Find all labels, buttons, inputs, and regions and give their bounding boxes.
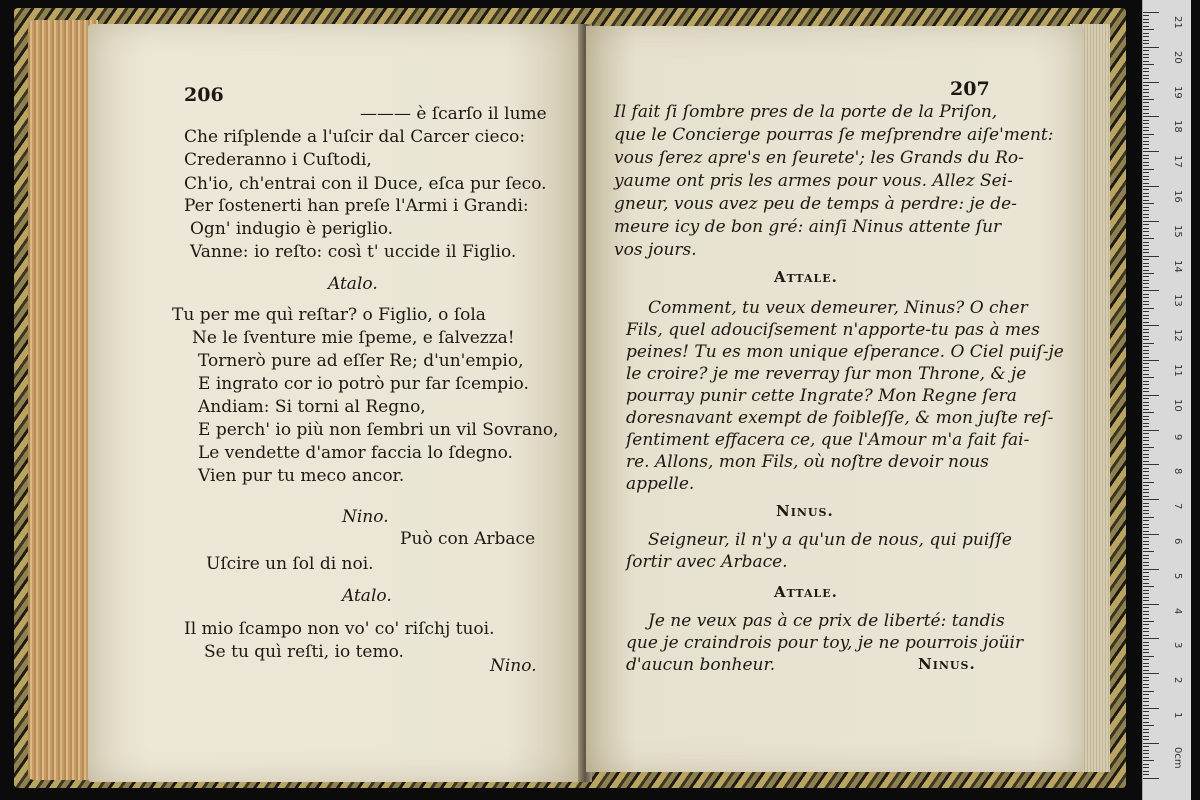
ruler-tick — [1143, 280, 1149, 281]
ruler-tick — [1143, 517, 1154, 518]
ruler-tick — [1143, 604, 1159, 605]
ruler-label: 20 — [1172, 50, 1183, 64]
text-line: yaume ont pris les armes pour vous. Allez Sei- — [614, 171, 1013, 191]
ruler-label: 3 — [1172, 642, 1183, 649]
ruler-tick — [1143, 176, 1149, 177]
ruler-label: 8 — [1172, 468, 1183, 475]
ruler-tick — [1143, 593, 1149, 594]
text-line: Je ne veux pas à ce prix de liberté: tandis — [648, 611, 1005, 631]
ruler-tick — [1143, 628, 1149, 629]
ruler-tick — [1143, 778, 1159, 779]
ruler-tick — [1143, 565, 1149, 566]
ruler-tick — [1143, 332, 1149, 333]
text-line: Ogn' indugio è periglio. — [190, 219, 394, 239]
ruler-tick — [1143, 680, 1149, 681]
ruler-tick — [1143, 746, 1149, 747]
ruler-tick — [1143, 771, 1149, 772]
ruler-tick — [1143, 36, 1149, 37]
ruler-tick — [1143, 339, 1149, 340]
ruler-tick — [1143, 318, 1149, 319]
ruler-tick — [1143, 611, 1149, 612]
ruler-tick — [1143, 618, 1149, 619]
ruler-tick — [1143, 471, 1149, 472]
ruler-tick — [1143, 558, 1149, 559]
ruler-tick — [1143, 590, 1149, 591]
ruler-tick — [1143, 92, 1149, 93]
ruler-tick — [1143, 642, 1149, 643]
ruler-label: 11 — [1172, 364, 1183, 377]
ruler-tick — [1143, 569, 1159, 570]
ruler-tick — [1143, 353, 1149, 354]
ruler-tick — [1143, 294, 1149, 295]
text-line: vous ſerez apre's en ſeurete'; les Grands du Ro- — [614, 148, 1024, 168]
ruler-tick — [1143, 666, 1149, 667]
ruler-tick — [1143, 290, 1159, 291]
text-line: le croire? je me reverray ſur mon Throne, & je — [626, 364, 1027, 384]
text-line: Tu per me quì reſtar? o Figlio, o ſola — [172, 305, 486, 325]
ruler-tick — [1143, 478, 1149, 479]
ruler-tick — [1143, 395, 1159, 396]
ruler-tick — [1143, 405, 1149, 406]
ruler-tick — [1143, 440, 1149, 441]
ruler-tick — [1143, 40, 1149, 41]
speaker-name: Ninus. — [776, 502, 834, 520]
ruler-tick — [1143, 221, 1159, 222]
text-line: appelle. — [626, 474, 695, 494]
ruler-tick — [1143, 141, 1149, 142]
ruler-tick — [1143, 430, 1159, 431]
ruler-tick — [1143, 715, 1149, 716]
ruler-tick — [1143, 416, 1149, 417]
text-line: Uſcire un ſol di noi. — [206, 554, 374, 574]
ruler-tick — [1143, 75, 1149, 76]
ruler-tick — [1143, 677, 1149, 678]
text-line: ——— è ſcarſo il lume — [360, 104, 547, 124]
ruler-tick — [1143, 26, 1149, 27]
right-page — [586, 26, 1084, 772]
text-line: meure icy de bon gré: ainſi Ninus attente ſur — [614, 217, 1002, 237]
ruler-tick — [1143, 510, 1149, 511]
ruler-tick — [1143, 537, 1149, 538]
ruler-tick — [1143, 263, 1149, 264]
ruler-tick — [1143, 544, 1149, 545]
catchword: Nino. — [490, 656, 537, 676]
ruler-tick — [1143, 426, 1149, 427]
ruler-label: 21 — [1172, 16, 1183, 29]
ruler-tick — [1143, 551, 1154, 552]
ruler-label: 13 — [1172, 294, 1183, 308]
ruler-tick — [1143, 47, 1159, 48]
ruler-tick — [1143, 555, 1149, 556]
ruler-tick — [1143, 329, 1149, 330]
ruler-tick — [1143, 736, 1149, 737]
ruler-tick — [1143, 33, 1149, 34]
ruler-tick — [1143, 687, 1149, 688]
ruler-tick — [1143, 753, 1149, 754]
ruler-tick — [1143, 336, 1149, 337]
ruler-tick — [1143, 454, 1149, 455]
page-number: 206 — [184, 84, 224, 106]
text-line: Il mio ſcampo non vo' co' riſchj tuoi. — [184, 619, 495, 639]
ruler-tick — [1143, 68, 1149, 69]
ruler-tick — [1143, 363, 1149, 364]
ruler-tick — [1143, 384, 1149, 385]
ruler-tick — [1143, 464, 1159, 465]
ruler-tick — [1143, 15, 1149, 16]
ruler-tick — [1143, 137, 1149, 138]
text-line: Fils, quel adouciſsement n'apporte-tu pas à mes — [626, 320, 1040, 340]
text-line: Per ſostenerti han preſe l'Armi i Grandi: — [184, 196, 529, 216]
ruler-label: 16 — [1172, 190, 1183, 203]
ruler-tick — [1143, 718, 1149, 719]
ruler-tick — [1143, 71, 1149, 72]
ruler-tick — [1143, 266, 1149, 267]
text-line: Seigneur, il n'y a qu'un de nous, qui puiſſe — [648, 530, 1012, 550]
ruler-tick — [1143, 450, 1149, 451]
ruler-tick — [1143, 485, 1149, 486]
ruler-tick — [1143, 631, 1149, 632]
ruler-tick — [1143, 78, 1149, 79]
ruler-tick — [1143, 99, 1154, 100]
ruler-tick — [1143, 586, 1154, 587]
ruler-tick — [1143, 503, 1149, 504]
text-line: Può con Arbace — [400, 529, 536, 549]
text-line: Che riſplende a l'uſcir dal Carcer cieco: — [184, 127, 526, 147]
text-line: Crederanno i Cuſtodi, — [184, 150, 372, 170]
ruler-tick — [1143, 635, 1149, 636]
ruler-tick — [1143, 82, 1159, 83]
ruler-tick — [1143, 767, 1149, 768]
ruler-tick — [1143, 102, 1149, 103]
ruler-label: 6 — [1172, 538, 1183, 545]
speaker-name: Atalo. — [342, 586, 392, 606]
ruler-tick — [1143, 360, 1159, 361]
ruler-tick — [1143, 304, 1149, 305]
ruler-tick — [1143, 245, 1149, 246]
ruler-tick — [1143, 186, 1159, 187]
text-line: Se tu quì reſti, io temo. — [204, 642, 404, 662]
text-line: que le Concierge pourras ſe meſprendre aiſe'ment: — [614, 125, 1054, 145]
ruler-tick — [1143, 760, 1154, 761]
ruler-tick — [1143, 238, 1154, 239]
ruler-tick — [1143, 684, 1149, 685]
ruler-tick — [1143, 621, 1154, 622]
ruler-label: 17 — [1172, 155, 1183, 168]
ruler-tick — [1143, 200, 1149, 201]
text-line: Vanne: io reſto: così t' uccide il Figlio. — [190, 242, 517, 262]
ruler-tick — [1143, 377, 1154, 378]
ruler-tick — [1143, 409, 1149, 410]
text-line: doresnavant exempt de foibleſſe, & mon juſte reſ- — [626, 408, 1054, 428]
ruler-tick — [1143, 179, 1149, 180]
ruler-tick — [1143, 600, 1149, 601]
ruler-tick — [1143, 189, 1149, 190]
ruler-tick — [1143, 109, 1149, 110]
speaker-name: Attale. — [774, 583, 838, 601]
speaker-name: Atalo. — [328, 274, 378, 294]
ruler-tick — [1143, 252, 1149, 253]
ruler-label: 12 — [1172, 329, 1183, 342]
ruler-tick — [1143, 437, 1149, 438]
ruler-tick — [1143, 123, 1149, 124]
ruler-tick — [1143, 172, 1149, 173]
page-number: 207 — [950, 78, 990, 100]
ruler-tick — [1143, 367, 1149, 368]
ruler-tick — [1143, 165, 1149, 166]
ruler-tick — [1143, 708, 1159, 709]
text-line: d'aucun bonheur. — [626, 655, 776, 675]
ruler-tick — [1143, 148, 1149, 149]
ruler-tick — [1143, 492, 1149, 493]
ruler-tick — [1143, 308, 1154, 309]
ruler-tick — [1143, 50, 1149, 51]
text-line: pourray punir cette Ingrate? Mon Regne ſera — [626, 386, 1017, 406]
ruler-tick — [1143, 155, 1149, 156]
ruler-tick — [1143, 346, 1149, 347]
ruler-tick — [1143, 228, 1149, 229]
text-line: Andiam: Si torni al Regno, — [198, 397, 426, 417]
text-line: Comment, tu veux demeurer, Ninus? O cher — [648, 298, 1028, 318]
ruler-tick — [1143, 116, 1159, 117]
ruler-tick — [1143, 343, 1154, 344]
ruler-tick — [1143, 283, 1149, 284]
ruler-tick — [1143, 711, 1149, 712]
ruler-tick — [1143, 562, 1149, 563]
text-line: vos jours. — [614, 240, 697, 260]
ruler-tick — [1143, 461, 1149, 462]
ruler-tick — [1143, 350, 1149, 351]
text-line: E perch' io più non ſembri un vil Sovrano, — [198, 420, 559, 440]
ruler-label: 14 — [1172, 259, 1183, 273]
ruler-tick — [1143, 158, 1149, 159]
ruler-label: 5 — [1172, 572, 1183, 580]
ruler-tick — [1143, 183, 1149, 184]
ruler-tick — [1143, 534, 1159, 535]
ruler-tick — [1143, 576, 1149, 577]
ruler-tick — [1143, 315, 1149, 316]
ruler-label: 10 — [1172, 398, 1183, 412]
ruler-tick — [1143, 287, 1149, 288]
ruler-tick — [1143, 381, 1149, 382]
ruler-tick — [1143, 203, 1154, 204]
ruler-tick — [1143, 96, 1149, 97]
ruler-tick — [1143, 447, 1154, 448]
ruler-label: 15 — [1172, 224, 1183, 238]
ruler-tick — [1143, 370, 1149, 371]
ruler-tick — [1143, 391, 1149, 392]
ruler-tick — [1143, 663, 1149, 664]
speaker-name: Nino. — [342, 507, 389, 527]
ruler-tick — [1143, 162, 1149, 163]
ruler-tick — [1143, 764, 1149, 765]
ruler-tick — [1143, 419, 1149, 420]
ruler-tick — [1143, 144, 1149, 145]
ruler-tick — [1143, 19, 1149, 20]
text-line: ſortir avec Arbace. — [626, 552, 788, 572]
ruler-tick — [1143, 475, 1149, 476]
ruler-tick — [1143, 774, 1149, 775]
left-page — [88, 24, 582, 782]
ruler-tick — [1143, 691, 1154, 692]
ruler-tick — [1143, 656, 1154, 657]
ruler-tick — [1143, 127, 1149, 128]
ruler-tick — [1143, 659, 1149, 660]
catchword: Ninus. — [918, 655, 976, 673]
ruler-tick — [1143, 444, 1149, 445]
ruler-tick — [1143, 506, 1149, 507]
ruler-tick — [1143, 196, 1149, 197]
text-line: Le vendette d'amor faccia lo ſdegno. — [198, 443, 513, 463]
ruler-tick — [1143, 548, 1149, 549]
ruler-tick — [1143, 113, 1149, 114]
ruler-tick — [1143, 527, 1149, 528]
ruler-tick — [1143, 513, 1149, 514]
ruler-tick — [1143, 169, 1154, 170]
text-line: re. Allons, mon Fils, où noſtre devoir nous — [626, 452, 989, 472]
ruler-tick — [1143, 322, 1149, 323]
ruler-tick — [1143, 499, 1159, 500]
ruler-tick — [1143, 242, 1149, 243]
ruler-tick — [1143, 457, 1149, 458]
ruler-tick — [1143, 520, 1149, 521]
ruler-tick — [1143, 701, 1149, 702]
ruler-tick — [1143, 231, 1149, 232]
ruler-label: 7 — [1172, 503, 1183, 510]
ruler-tick — [1143, 645, 1149, 646]
ruler-tick — [1143, 412, 1154, 413]
speaker-name: Attale. — [774, 268, 838, 286]
ruler-tick — [1143, 398, 1149, 399]
ruler-tick — [1143, 597, 1149, 598]
ruler-tick — [1143, 64, 1154, 65]
ruler-tick — [1143, 670, 1149, 671]
ruler-tick — [1143, 217, 1149, 218]
text-line: Vien pur tu meco ancor. — [198, 466, 405, 486]
ruler-tick — [1143, 276, 1149, 277]
ruler-tick — [1143, 325, 1159, 326]
text-line: que je craindrois pour toy, je ne pourrois joüir — [626, 633, 1024, 653]
ruler-tick — [1143, 89, 1149, 90]
text-line: Il fait ſi ſombre pres de la porte de la Priſon, — [614, 102, 998, 122]
text-line: ſentiment effacera ce, que l'Amour m'a fait fai- — [626, 430, 1030, 450]
ruler-tick — [1143, 29, 1154, 30]
text-line: E ingrato cor io potrò pur far ſcempio. — [198, 374, 529, 394]
ruler-tick — [1143, 732, 1149, 733]
ruler-tick — [1143, 531, 1149, 532]
ruler-tick — [1143, 224, 1149, 225]
ruler-tick — [1143, 311, 1149, 312]
ruler-tick — [1143, 235, 1149, 236]
ruler-tick — [1143, 607, 1149, 608]
ruler-tick — [1143, 496, 1149, 497]
ruler-tick — [1143, 705, 1149, 706]
text-line: Tornerò pure ad eſſer Re; d'un'empio, — [198, 351, 524, 371]
ruler-tick — [1143, 54, 1149, 55]
ruler-tick — [1143, 423, 1149, 424]
ruler-tick — [1143, 270, 1149, 271]
ruler-label: 2 — [1172, 677, 1183, 684]
ruler-label: 19 — [1172, 85, 1183, 99]
ruler-tick — [1143, 374, 1149, 375]
ruler-tick — [1143, 57, 1149, 58]
ruler-tick — [1143, 207, 1149, 208]
ruler-tick — [1143, 43, 1149, 44]
ruler-tick — [1143, 673, 1159, 674]
ruler-label: 0cm — [1172, 746, 1183, 769]
ruler-tick — [1143, 694, 1149, 695]
ruler-tick — [1143, 120, 1149, 121]
ruler-tick — [1143, 273, 1154, 274]
text-line: Ch'io, ch'entrai con il Duce, eſca pur ſeco. — [184, 174, 547, 194]
ruler-tick — [1143, 433, 1149, 434]
ruler-tick — [1143, 22, 1149, 23]
ruler-tick — [1143, 85, 1149, 86]
ruler-tick — [1143, 256, 1159, 257]
ruler-tick — [1143, 722, 1149, 723]
ruler-tick — [1143, 624, 1149, 625]
ruler-tick — [1143, 489, 1149, 490]
measuring-ruler — [1142, 0, 1191, 800]
ruler-label: 18 — [1172, 120, 1183, 134]
ruler-tick — [1143, 729, 1149, 730]
ruler-label: 1 — [1172, 712, 1183, 719]
ruler-tick — [1143, 12, 1159, 13]
text-line: Ne le ſventure mie ſpeme, e ſalvezza! — [192, 328, 515, 348]
ruler-tick — [1143, 468, 1149, 469]
ruler-tick — [1143, 130, 1149, 131]
ruler-tick — [1143, 297, 1149, 298]
ruler-tick — [1143, 61, 1149, 62]
ruler-tick — [1143, 614, 1149, 615]
ruler-tick — [1143, 739, 1149, 740]
ruler-tick — [1143, 583, 1149, 584]
ruler-tick — [1143, 134, 1154, 135]
ruler-tick — [1143, 541, 1149, 542]
ruler-tick — [1143, 151, 1159, 152]
ruler-tick — [1143, 210, 1149, 211]
ruler-tick — [1143, 249, 1149, 250]
ruler-tick — [1143, 698, 1149, 699]
ruler-tick — [1143, 388, 1149, 389]
text-line: gneur, vous avez peu de temps à perdre: je de- — [614, 194, 1017, 214]
ruler-tick — [1143, 638, 1159, 639]
ruler-label: 9 — [1172, 433, 1183, 440]
ruler-tick — [1143, 652, 1149, 653]
ruler-tick — [1143, 725, 1154, 726]
ruler-tick — [1143, 572, 1149, 573]
ruler-tick — [1143, 579, 1149, 580]
ruler-tick — [1143, 357, 1149, 358]
ruler-tick — [1143, 193, 1149, 194]
ruler-tick — [1143, 757, 1149, 758]
ruler-tick — [1143, 402, 1149, 403]
ruler-tick — [1143, 743, 1159, 744]
ruler-tick — [1143, 482, 1154, 483]
ruler-tick — [1143, 301, 1149, 302]
ruler-tick — [1143, 649, 1149, 650]
text-line: peines! Tu es mon unique eſperance. O Ciel puiſ-je — [626, 342, 1064, 362]
ruler-tick — [1143, 259, 1149, 260]
ruler-tick — [1143, 524, 1149, 525]
ruler-tick — [1143, 214, 1149, 215]
ruler-label: 4 — [1172, 607, 1183, 614]
ruler-tick — [1143, 750, 1149, 751]
ruler-tick — [1143, 106, 1149, 107]
